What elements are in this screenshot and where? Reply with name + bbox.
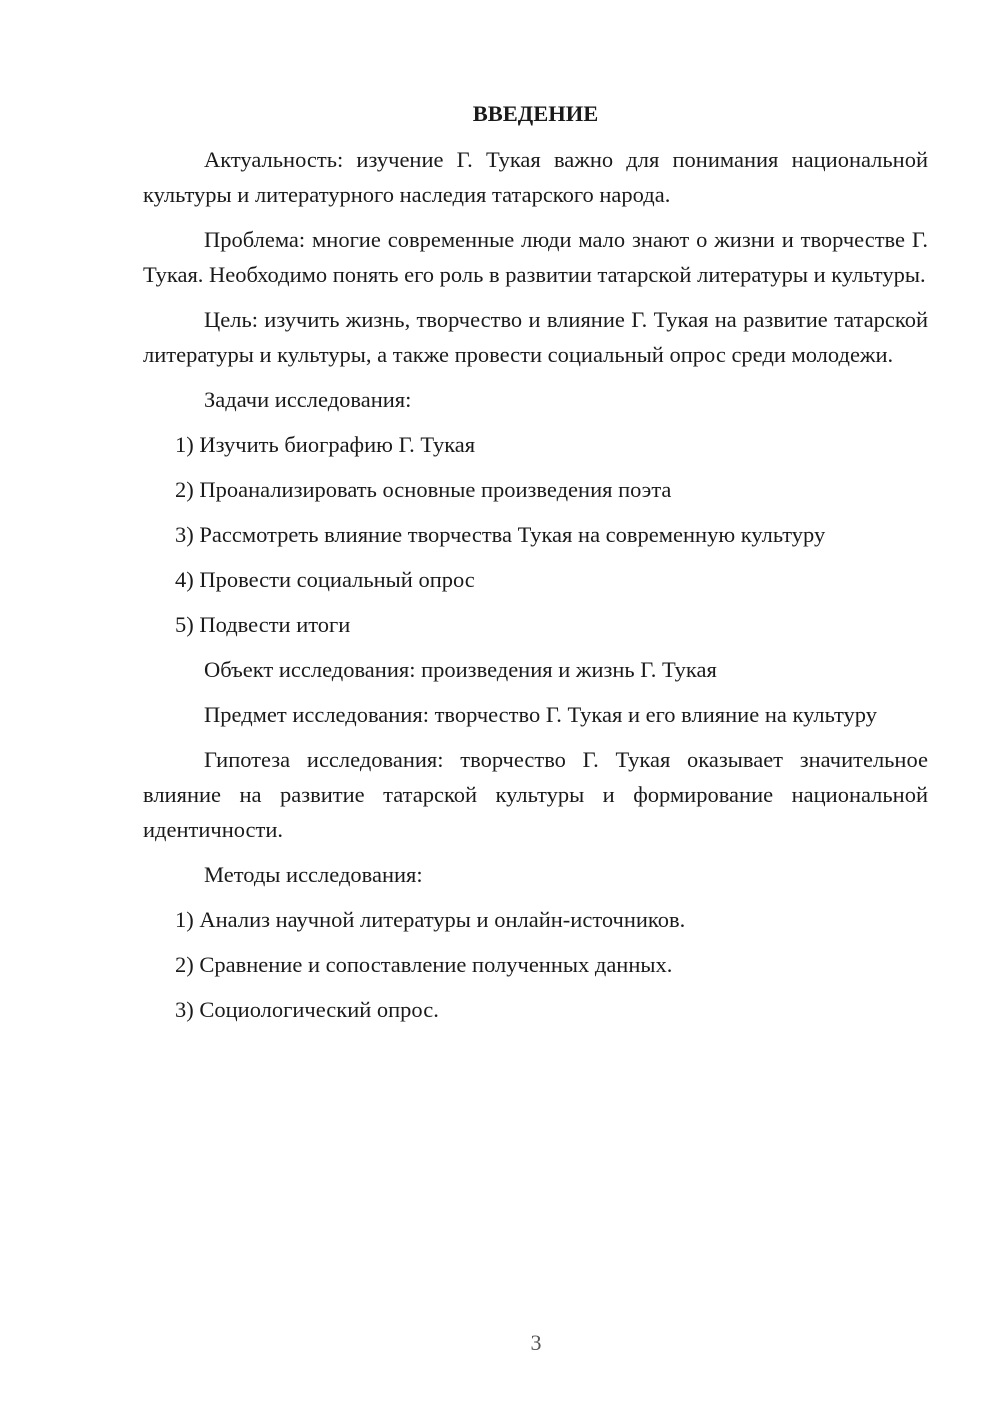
list-item: 1) Анализ научной литературы и онлайн-источников. bbox=[175, 907, 686, 932]
list-item: 1) Изучить биографию Г. Тукая bbox=[175, 432, 476, 457]
tasks-list bbox=[143, 427, 928, 642]
list-item: 5) Подвести итоги bbox=[175, 612, 351, 637]
page-number: 3 bbox=[530, 1330, 542, 1355]
relevance-paragraph: Актуальность: изучение Г. Тукая важно для понимания национальной культуры и литературного наследия татарского народа. bbox=[143, 147, 928, 207]
page-content bbox=[143, 96, 928, 1037]
list-item: 4) Провести социальный опрос bbox=[175, 567, 475, 592]
hypothesis-paragraph: Гипотеза исследования: творчество Г. Тукая оказывает значительное влияние на развитие татарской культуры и формирование национальной идентичности. bbox=[143, 747, 928, 842]
tasks-heading: Задачи исследования: bbox=[204, 387, 412, 412]
section-title: ВВЕДЕНИЕ bbox=[472, 101, 599, 126]
list-item: 2) Сравнение и сопоставление полученных данных. bbox=[175, 952, 673, 977]
problem-paragraph: Проблема: многие современные люди мало знают о жизни и творчестве Г. Тукая. Необходимо понять его роль в развитии татарской литературы и культуры. bbox=[143, 227, 928, 287]
list-item: 3) Социологический опрос. bbox=[175, 997, 439, 1022]
list-item: 2) Проанализировать основные произведения поэта bbox=[175, 477, 672, 502]
subject-paragraph: Предмет исследования: творчество Г. Тукая и его влияние на культуру bbox=[204, 702, 877, 727]
list-item: 3) Рассмотреть влияние творчества Тукая на современную культуру bbox=[175, 522, 826, 547]
object-paragraph: Объект исследования: произведения и жизнь Г. Тукая bbox=[204, 657, 717, 682]
goal-paragraph: Цель: изучить жизнь, творчество и влияние Г. Тукая на развитие татарской литературы и культуры, а также провести социальный опрос среди молодежи. bbox=[143, 307, 928, 367]
methods-list bbox=[143, 902, 928, 1027]
methods-heading: Методы исследования: bbox=[204, 862, 423, 887]
